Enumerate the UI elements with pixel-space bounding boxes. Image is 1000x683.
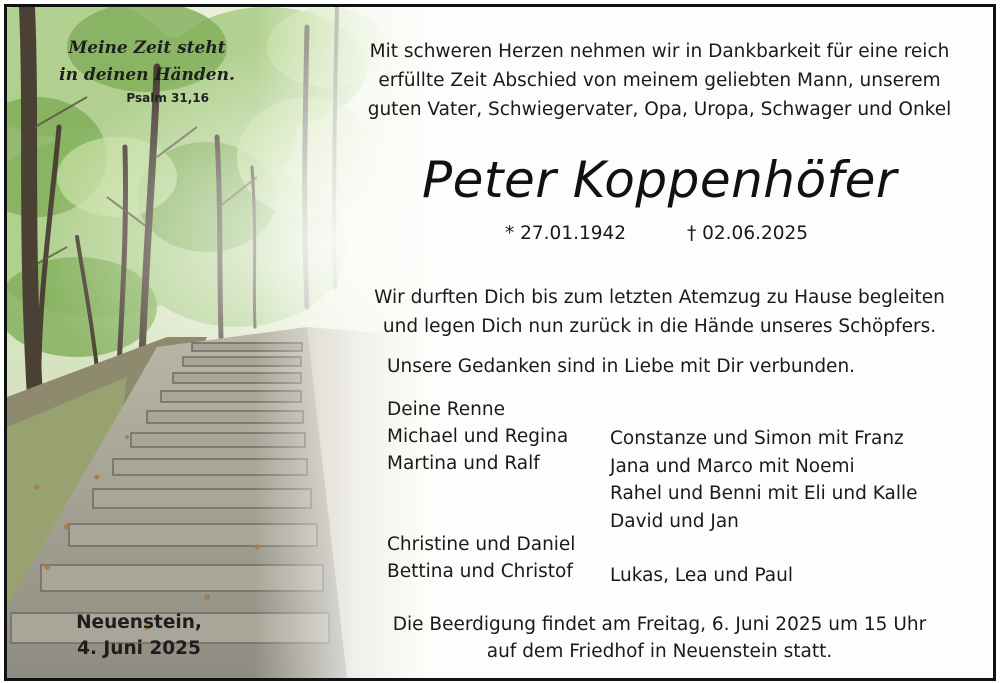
mourner: David und Jan bbox=[610, 510, 739, 532]
farewell-line-1: Wir durften Dich bis zum letzten Atemzug zu Hause begleiten bbox=[374, 287, 945, 308]
mourner: Bettina und Christof bbox=[387, 561, 573, 582]
funeral-info bbox=[352, 611, 967, 665]
intro-line-1: Mit schweren Herzen nehmen wir in Dankbarkeit für eine reich bbox=[369, 41, 950, 62]
farewell-line-2: und legen Dich nun zurück in die Hände unseres Schöpfers. bbox=[382, 316, 937, 337]
deceased-name: Peter Koppenhöfer bbox=[422, 151, 897, 209]
verse-reference: Psalm 31,16 bbox=[126, 91, 209, 105]
mourner: Christine und Daniel bbox=[387, 534, 576, 555]
mourner: Deine Renne bbox=[387, 399, 505, 420]
date: 4. Juni 2025 bbox=[77, 638, 201, 659]
intro-line-2: erfüllte Zeit Abschied von meinem geliebten Mann, unserem bbox=[378, 70, 941, 91]
obituary-notice bbox=[4, 4, 996, 681]
intro-line-3: guten Vater, Schwiegervater, Opa, Uropa, Schwager und Onkel bbox=[367, 99, 952, 120]
farewell-text bbox=[352, 283, 967, 341]
mourner: Jana und Marco mit Noemi bbox=[610, 455, 855, 477]
birth-date: * 27.01.1942 bbox=[505, 223, 627, 244]
place: Neuenstein, bbox=[76, 612, 202, 633]
verse-line-2: in deinen Händen. bbox=[59, 65, 235, 85]
verse-line-1: Meine Zeit steht bbox=[68, 38, 226, 58]
mourner: Rahel und Benni mit Eli und Kalle bbox=[610, 483, 918, 504]
place-date bbox=[59, 610, 219, 662]
thoughts-text: Unsere Gedanken sind in Liebe mit Dir verbunden. bbox=[387, 356, 856, 377]
mourner: Martina und Ralf bbox=[387, 453, 540, 474]
bible-verse bbox=[47, 35, 247, 89]
intro-text bbox=[352, 37, 967, 124]
funeral-line-1: Die Beerdigung findet am Freitag, 6. Juni 2025 um 15 Uhr bbox=[392, 614, 927, 635]
mourners-column-1 bbox=[387, 396, 575, 585]
mourner: Michael und Regina bbox=[387, 426, 569, 447]
funeral-line-2: auf dem Friedhof in Neuenstein statt. bbox=[486, 641, 833, 662]
mourners-column-2 bbox=[610, 425, 918, 590]
death-date: † 02.06.2025 bbox=[687, 223, 809, 244]
mourner: Constanze und Simon mit Franz bbox=[610, 428, 904, 449]
mourner: Lukas, Lea und Paul bbox=[610, 565, 794, 586]
